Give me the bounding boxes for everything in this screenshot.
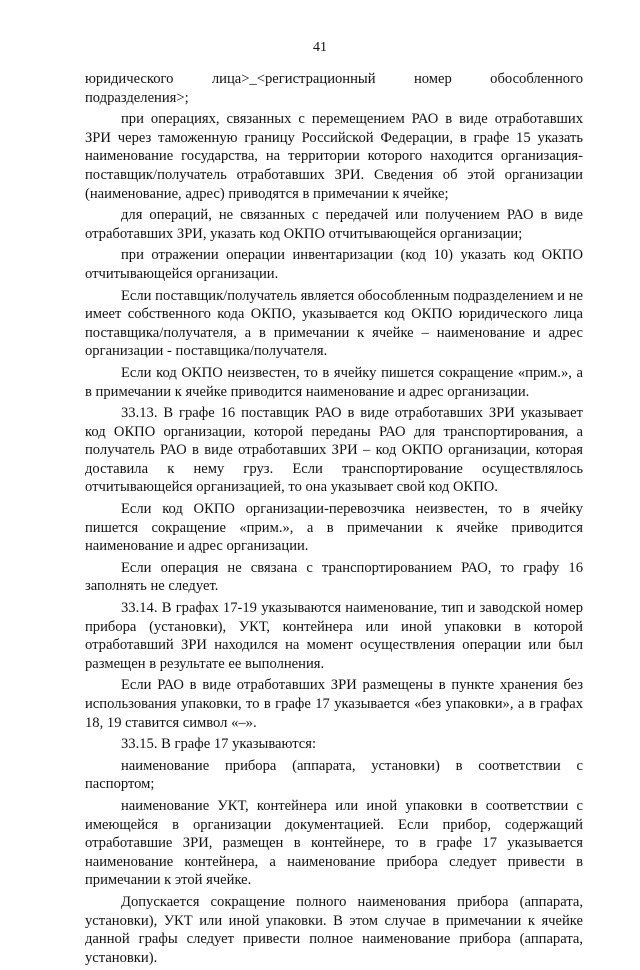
paragraph-5: Если поставщик/получатель является обособленным подразделением и не имеет собственного кода ОКПО, указывается код ОКПО юридического лица поставщика/получателя, а в примечании к ячейке – наименование и адрес организации - поставщика/получателя. bbox=[85, 287, 583, 360]
paragraph-11: Если РАО в виде отработавших ЗРИ размещены в пункте хранения без использования упаковки, то в графе 17 указывается «без упаковки», а в графах 18, 19 ставится символ «–». bbox=[85, 677, 583, 731]
paragraph-6: Если код ОКПО неизвестен, то в ячейку пишется сокращение «прим.», а в примечании к ячейке приводится наименование и адрес организации. bbox=[85, 364, 583, 400]
paragraph-15: Допускается сокращение полного наименования прибора (аппарата, установки), УКТ или иной упаковки. В этом случае в примечании к ячейке данной графы следует привести полное наименование прибора (аппарата, установки). bbox=[85, 893, 583, 966]
paragraph-2: при операциях, связанных с перемещением РАО в виде отработавших ЗРИ через таможенную границу Российской Федерации, в графе 15 указать наименование государства, на территории которого находится организация-поставщик/получатель отработавших ЗРИ. Сведения об этой организации (наименование, адрес) приводятся в примечании к ячейке; bbox=[85, 111, 583, 202]
paragraph-9: Если операция не связана с транспортированием РАО, то графу 16 заполнять не следует. bbox=[85, 559, 583, 595]
paragraph-8: Если код ОКПО организации-перевозчика неизвестен, то в ячейку пишется сокращение «прим.», а в примечании к ячейке приводится наименование и адрес организации. bbox=[85, 501, 583, 555]
paragraph-13: наименование прибора (аппарата, установки) в соответствии с паспортом; bbox=[85, 757, 583, 793]
document-body bbox=[85, 70, 583, 970]
page-number: 41 bbox=[313, 40, 327, 55]
paragraph-14: наименование УКТ, контейнера или иной упаковки в соответствии с имеющейся в организации документацией. Если прибор, содержащий отработавшие ЗРИ, размещен в контейнере, то в графе 17 указывается наименование контейнера, а наименование прибора следует привести в примечании к этой ячейке. bbox=[85, 797, 583, 889]
paragraph-7: 33.13. В графе 16 поставщик РАО в виде отработавших ЗРИ указывает код ОКПО организации, которой переданы РАО для транспортирования, а получатель РАО в виде отработавших ЗРИ – код ОКПО организации, которая доставила к нему груз. Если транспортирование осуществлялось отчитывающейся организацией, то она указывает свой код ОКПО. bbox=[85, 405, 583, 496]
paragraph-1: юридического лица>_<регистрационный номер обособленного подразделения>; bbox=[85, 71, 583, 106]
paragraph-3: для операций, не связанных с передачей или получением РАО в виде отработавших ЗРИ, указать код ОКПО отчитывающейся организации; bbox=[85, 207, 583, 242]
paragraph-10: 33.14. В графах 17-19 указываются наименование, тип и заводской номер прибора (установки), УКТ, контейнера или иной упаковки в которой отработавший ЗРИ находился на момент осуществления операции или был размещен в результате ее выполнения. bbox=[85, 600, 583, 672]
paragraph-12: 33.15. В графе 17 указываются: bbox=[121, 736, 316, 753]
paragraph-4: при отражении операции инвентаризации (код 10) указать код ОКПО отчитывающейся организации. bbox=[85, 247, 583, 282]
